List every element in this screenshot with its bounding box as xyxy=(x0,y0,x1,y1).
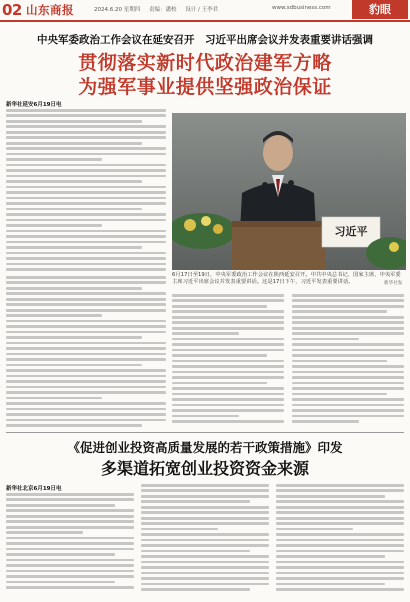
photo-nameplate: 习近平 xyxy=(334,225,368,238)
lead-body-col1 xyxy=(6,109,166,274)
website-link[interactable]: www.sdbusiness.com xyxy=(272,5,331,11)
lead-body-col3 xyxy=(292,294,404,426)
lead-photo xyxy=(172,113,406,270)
second-body-col2 xyxy=(141,484,269,594)
second-headline: 多渠道拓宽创业投资资金来源 xyxy=(100,459,309,478)
page-number: 02 xyxy=(2,1,22,19)
lead-body-col2 xyxy=(172,294,284,426)
photo-caption: 6月17日至19日，中央军委政治工作会议在陕西延安召开。中共中央总书记、国家主席、中央军委主席习近平出席会议并发表重要讲话。这是17日下午，习近平发表重要讲话。 xyxy=(172,272,401,286)
second-body-col1 xyxy=(6,493,134,592)
issue-editor: 责编：潘校 xyxy=(149,7,177,13)
header-rule xyxy=(0,20,410,22)
lead-body-col1b xyxy=(6,276,166,430)
issue-date: 2024.6.20 星期四 xyxy=(94,7,141,13)
speaker-at-podium-image xyxy=(172,113,406,270)
issue-meta xyxy=(94,5,225,13)
second-body-col3 xyxy=(276,484,404,594)
lead-headline-line2: 为强军事业提供坚强政治保证 xyxy=(78,76,332,98)
lead-dateline: 新华社延安6月19日电 xyxy=(6,102,62,108)
paper-name: 山东商报 xyxy=(26,3,74,17)
section-tag: 豹眼 xyxy=(352,0,408,19)
newspaper-header xyxy=(0,0,410,22)
photo-credit: 新华社发 xyxy=(384,281,403,286)
story-divider xyxy=(6,432,404,433)
lead-kicker: 中央军委政治工作会议在延安召开 习近平出席会议并发表重要讲话强调 xyxy=(37,34,373,46)
lead-headline-line1: 贯彻落实新时代政治建军方略 xyxy=(78,52,332,74)
issue-designer: 设计 / 王李君 xyxy=(185,7,219,13)
second-dateline: 新华社北京6月19日电 xyxy=(6,486,62,492)
second-subheadline: 《促进创业投资高质量发展的若干政策措施》印发 xyxy=(67,440,343,455)
